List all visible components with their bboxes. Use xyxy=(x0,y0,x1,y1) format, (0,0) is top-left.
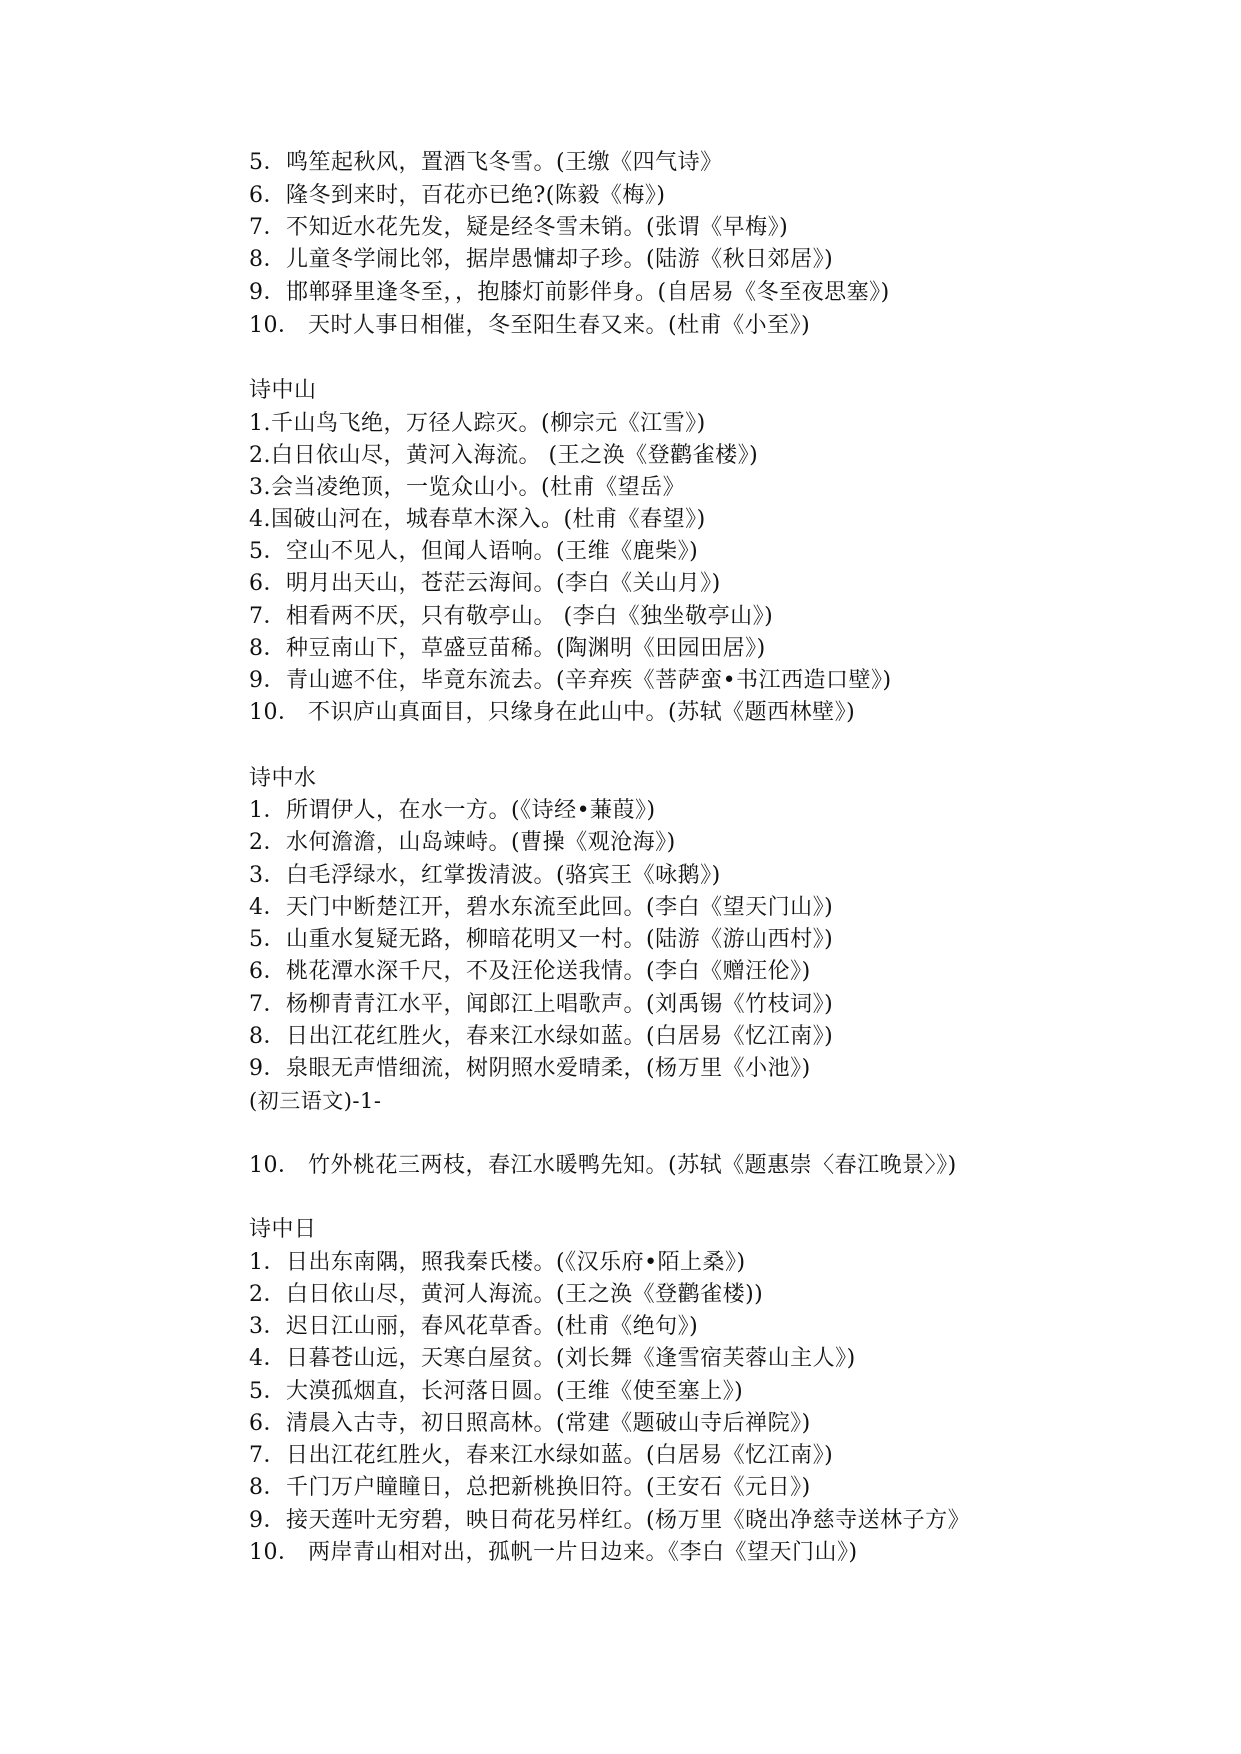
mountain-line-10: 10． 不识庐山真面目，只缘身在此山中。(苏轼《题西林壁》) xyxy=(249,700,856,725)
water-line-7: 7．杨柳青青江水平，闻郎江上唱歌声。(刘禹锡《竹枝词》) xyxy=(249,992,834,1017)
section-title-mountain: 诗中山 xyxy=(249,378,317,403)
winter-line-10: 10． 天时人事日相催，冬至阳生春又来。(杜甫《小至》) xyxy=(249,313,811,338)
water-line-8: 8．日出江花红胜火，春来江水绿如蓝。(白居易《忆江南》) xyxy=(249,1024,834,1049)
mountain-line-9: 9．青山遮不住，毕竟东流去。(辛弃疾《菩萨蛮•书江西造口壁》) xyxy=(249,668,892,693)
winter-line-7: 7．不知近水花先发，疑是经冬雪未销。(张谓《早梅》) xyxy=(249,215,789,240)
sun-line-10: 10． 两岸青山相对出，孤帆一片日边来。《李白《望天门山》) xyxy=(249,1540,858,1565)
water-line-6: 6．桃花潭水深千尺，不及汪伦送我情。(李白《赠汪伦》) xyxy=(249,959,811,984)
sun-line-2: 2．白日依山尽，黄河人海流。(王之涣《登鹳雀楼)) xyxy=(249,1282,764,1307)
winter-line-6: 6．隆冬到来时，百花亦已绝?(陈毅《梅》) xyxy=(249,183,666,208)
water-line-4: 4．天门中断楚江开，碧水东流至此回。(李白《望天门山》) xyxy=(249,895,834,920)
winter-line-5: 5．鸣笙起秋风，置酒飞冬雪。(王缴《四气诗》 xyxy=(249,150,723,175)
sun-line-4: 4．日暮苍山远，天寒白屋贫。(刘长舞《逢雪宿芙蓉山主人》) xyxy=(249,1346,856,1371)
sun-line-1: 1．日出东南隅，照我秦氏楼。(《汉乐府•陌上桑》) xyxy=(249,1250,746,1275)
sun-line-7: 7．日出江花红胜火，春来江水绿如蓝。(白居易《忆江南》) xyxy=(249,1443,834,1468)
sun-line-8: 8．千门万户瞳瞳日，总把新桃换旧符。(王安石《元日》) xyxy=(249,1475,811,1500)
water-line-10: 10． 竹外桃花三两枝，春江水暖鸭先知。(苏轼《题惠崇〈春江晚景〉》) xyxy=(249,1153,957,1178)
mountain-line-1: 1.千山鸟飞绝，万径人踪灭。(柳宗元《江雪》) xyxy=(249,411,706,436)
mountain-line-4: 4.国破山河在，城春草木深入。(杜甫《春望》) xyxy=(249,507,706,532)
section-title-sun: 诗中日 xyxy=(249,1217,317,1242)
mountain-line-2: 2.白日依山尽，黄河入海流。 (王之涣《登鹳雀楼》) xyxy=(249,443,759,468)
water-line-9: 9．泉眼无声惜细流，树阴照水爱晴柔，(杨万里《小池》) xyxy=(249,1056,811,1081)
water-line-2: 2．水何澹澹，山岛竦峙。(曹操《观沧海》) xyxy=(249,830,676,855)
sun-line-9: 9．接天莲叶无穷碧，映日荷花另样红。(杨万里《晓出净慈寺送林子方》 xyxy=(249,1508,971,1533)
section-title-water: 诗中水 xyxy=(249,766,317,791)
mountain-line-7: 7．相看两不厌，只有敬亭山。 (李白《独坐敬亭山》) xyxy=(249,604,774,629)
sun-line-5: 5．大漠孤烟直，长河落日圆。(王维《使至塞上》) xyxy=(249,1379,744,1404)
mountain-line-6: 6．明月出天山，苍茫云海间。(李白《关山月》) xyxy=(249,571,721,596)
winter-line-9: 9．邯郸驿里逢冬至，，抱膝灯前影伴身。(自居易《冬至夜思塞》) xyxy=(249,280,890,305)
sun-line-6: 6．清晨入古寺，初日照高林。(常建《题破山寺后禅院》) xyxy=(249,1411,811,1436)
water-line-5: 5．山重水复疑无路，柳暗花明又一村。(陆游《游山西村》) xyxy=(249,927,834,952)
page-footer: (初三语文)-1- xyxy=(249,1089,382,1113)
mountain-line-8: 8．种豆南山下，草盛豆苗稀。(陶渊明《田园田居》) xyxy=(249,636,766,661)
water-line-3: 3．白毛浮绿水，红掌拨清波。(骆宾王《咏鹅》) xyxy=(249,863,721,888)
mountain-line-5: 5．空山不见人，但闻人语响。(王维《鹿柴》) xyxy=(249,539,699,564)
mountain-line-3: 3.会当凌绝顶，一览众山小。(杜甫《望岳》 xyxy=(249,475,686,500)
winter-line-8: 8．儿童冬学闹比邻，据岸愚慵却子珍。(陆游《秋日郊居》) xyxy=(249,247,834,272)
sun-line-3: 3．迟日江山丽，春风花草香。(杜甫《绝句》) xyxy=(249,1314,699,1339)
water-line-1: 1．所谓伊人，在水一方。(《诗经•蒹葭》) xyxy=(249,798,656,823)
